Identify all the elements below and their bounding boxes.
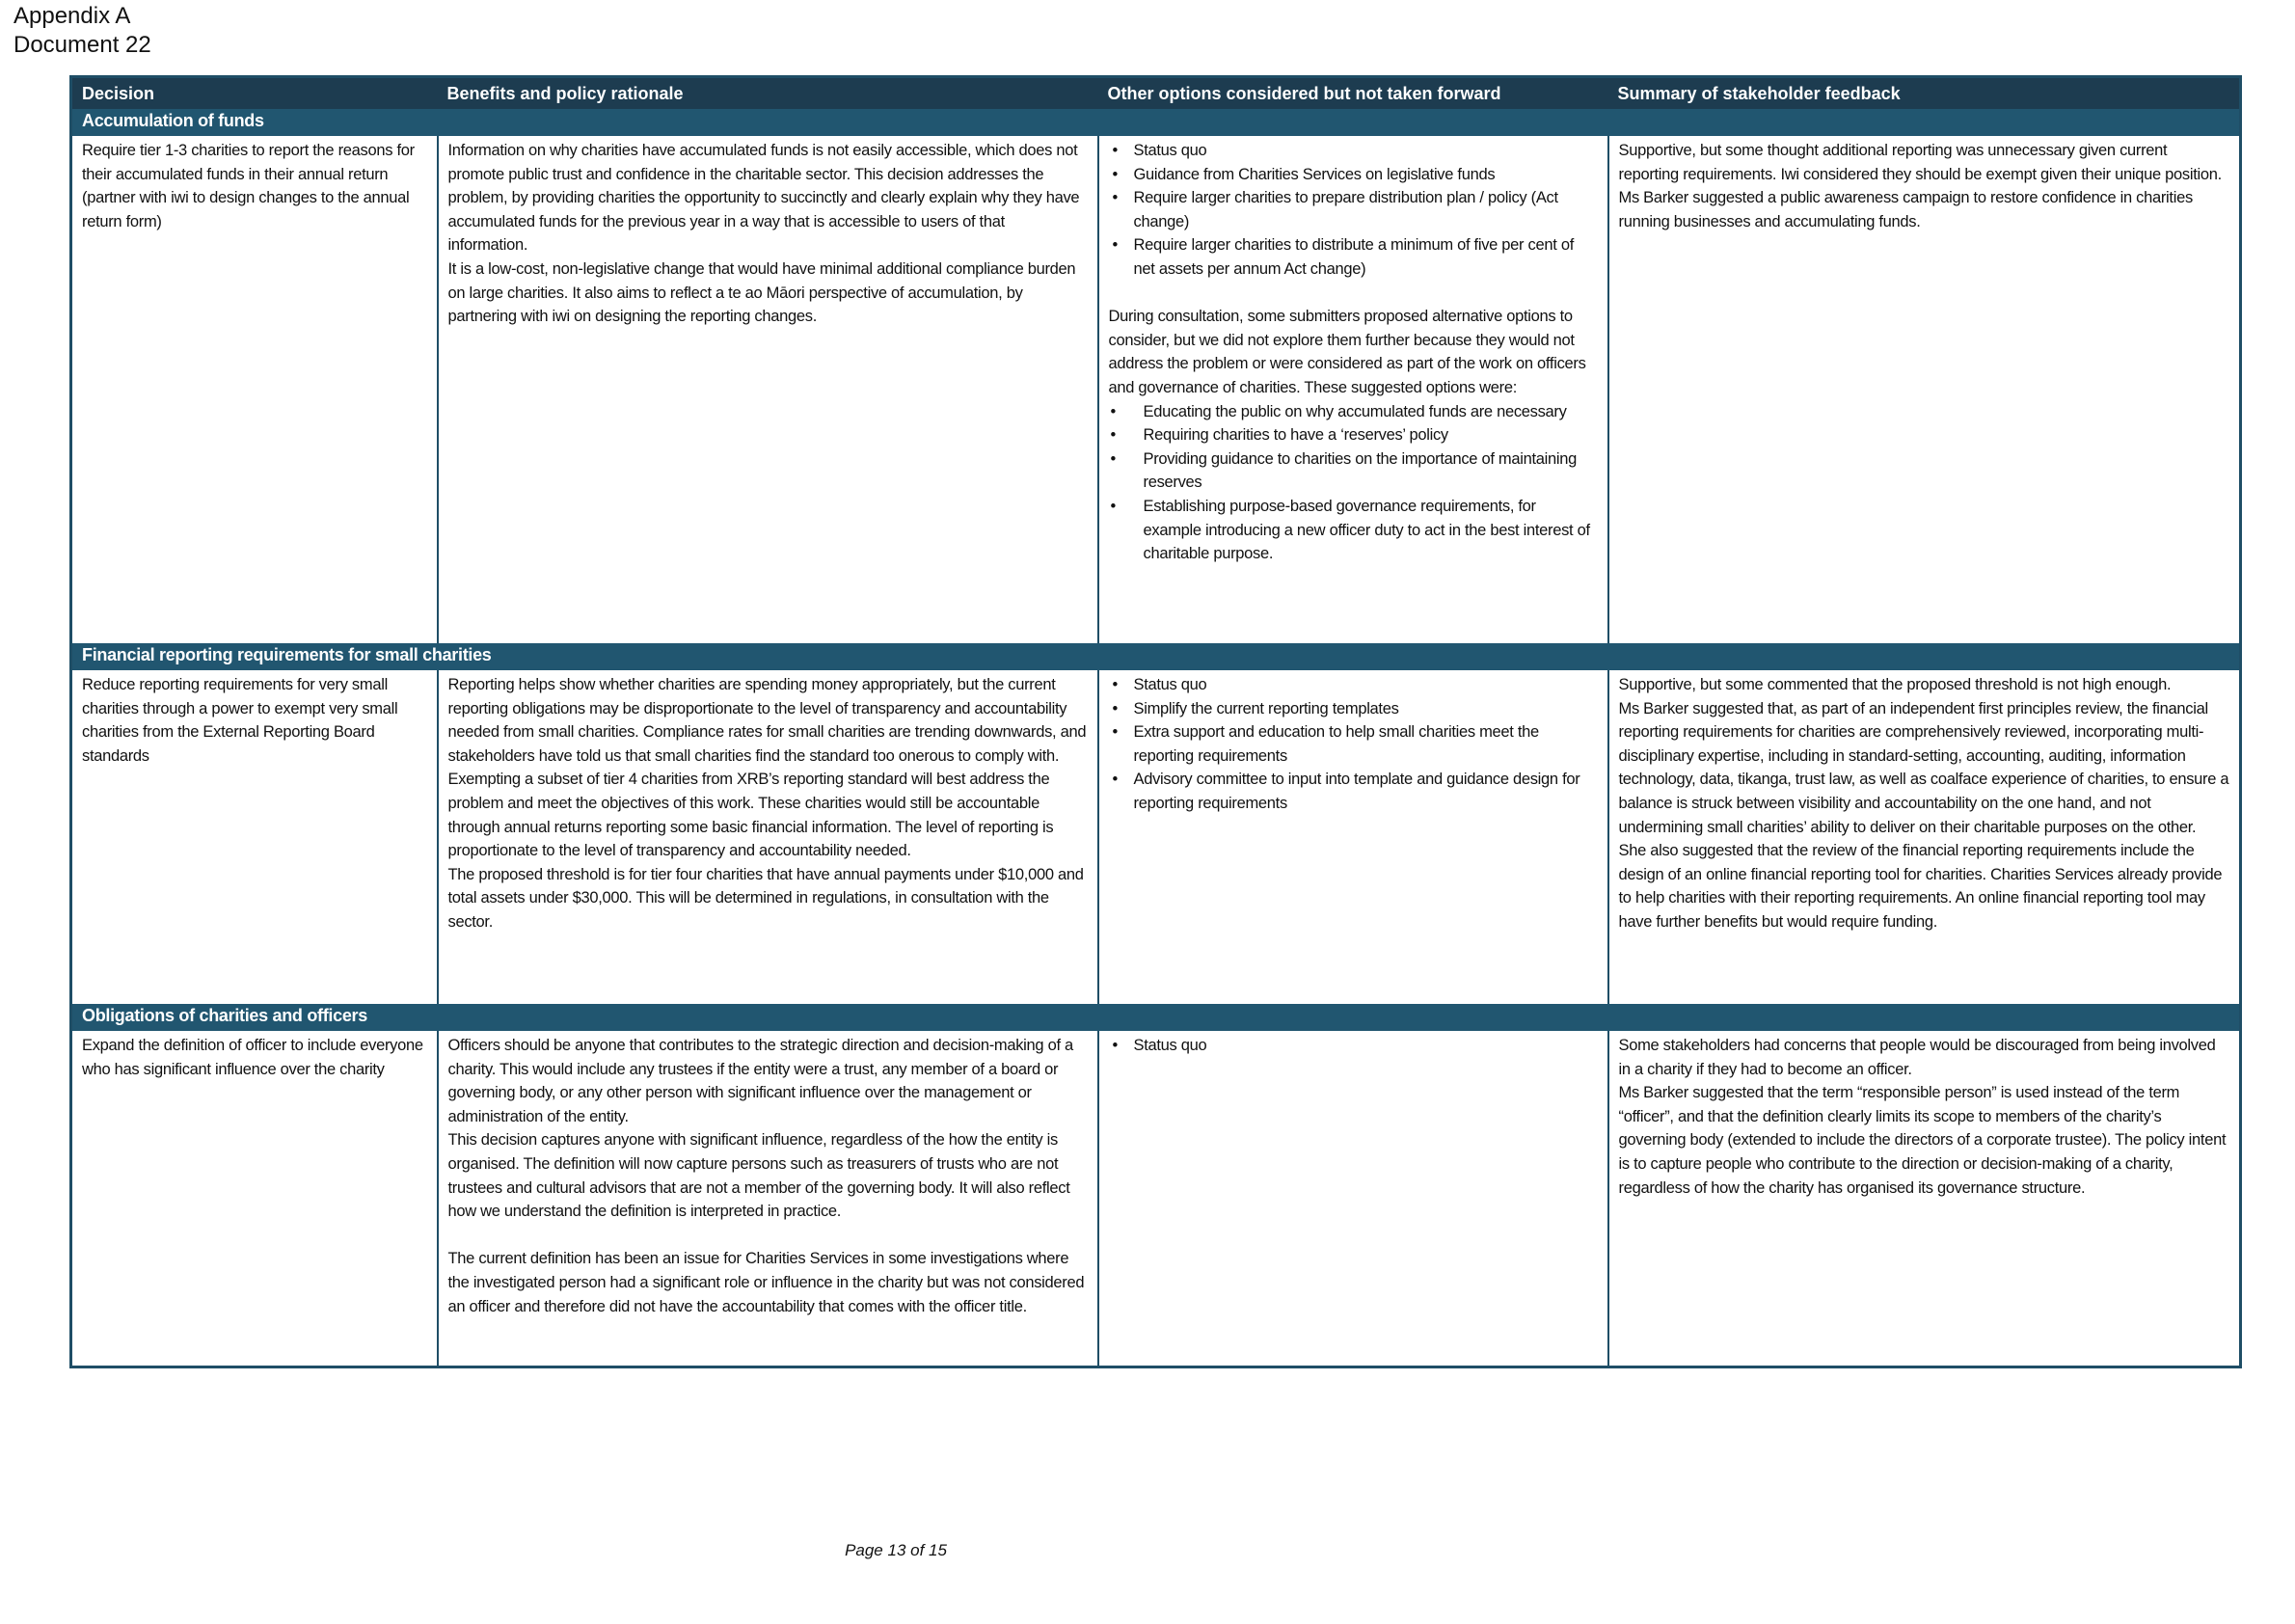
paragraph: Ms Barker suggested that, as part of an independent first principles review, the financial reporting requirements for charities are comprehensively reviewed, incorporating multi-disciplinary expertise, including in standard-setting, accounting, auditing, information technology, data, tikanga, trust law, as well as coalface experience of charities, to ensure a balance is struck between visibility and accountability on the one hand, and not undermining small charities’ ability to deliver on their charitable purposes on the other. <box>1618 699 2229 836</box>
section-header-row <box>71 109 2241 136</box>
feedback-cell <box>1608 1031 2241 1367</box>
paragraph: It is a low-cost, non-legislative change that would have minimal additional compliance burden on large charities. It also aims to reflect a te ao Māori perspective of accumulation, by partnering with iwi on designing the reporting changes. <box>447 259 1076 326</box>
page-number: Page 13 of 15 <box>845 1541 947 1559</box>
table-row <box>71 136 2241 643</box>
options-list <box>1109 673 1598 816</box>
list-item: • Status quo <box>1134 139 1598 163</box>
decision-table <box>69 75 2242 1368</box>
paragraph: Supportive, but some thought additional reporting was unnecessary given current reporting requirements. Iwi considered they should be exempt given their unique position. <box>1618 142 2222 183</box>
section-header-row <box>71 643 2241 670</box>
paragraph: She also suggested that the review of the financial reporting requirements include the design of an online financial reporting tool for charities. Charities Services already provide to help charities with their reporting requirements. An online financial reporting tool may have further benefits but would require funding. <box>1618 842 2223 931</box>
decision-cell: Require tier 1-3 charities to report the reasons for their accumulated funds in their annual return (partner with iwi to design changes to the annual return form) <box>71 136 438 643</box>
paragraph: During consultation, some submitters proposed alternative options to consider, but we did not explore them further because they would not address the problem or were considered as part of the work on officers and governance of charities. These suggested options were: <box>1108 308 1586 396</box>
list-item: • Simplify the current reporting templates <box>1134 697 1598 721</box>
column-header-decision: Decision <box>71 77 438 110</box>
list-item: • Advisory committee to input into template and guidance design for reporting requirements <box>1134 768 1598 815</box>
paragraph: Supportive, but some commented that the proposed threshold is not high enough. <box>1618 676 2172 693</box>
benefits-cell <box>438 670 1098 1004</box>
list-item: • Status quo <box>1134 673 1598 697</box>
paragraph: Exempting a subset of tier 4 charities from XRB’s reporting standard will best address the problem and meet the objectives of this work. These charities would still be accountable through annual returns reporting some basic financial information. The level of reporting is proportionate to the level of transparency and accountability needed. <box>447 771 1054 860</box>
options-cell <box>1098 136 1608 643</box>
paragraph: Some stakeholders had concerns that people would be discouraged from being involved in a charity if they had to become an officer. <box>1618 1037 2216 1078</box>
decision-cell: Reduce reporting requirements for very small charities through a power to exempt very small charities from the External Reporting Board standards <box>71 670 438 1004</box>
list-item: • Requiring charities to have a ‘reserves’ policy <box>1144 423 1598 447</box>
document-label <box>14 2 151 60</box>
column-header-feedback: Summary of stakeholder feedback <box>1608 77 2241 110</box>
feedback-cell <box>1608 670 2241 1004</box>
list-item: • Guidance from Charities Services on legislative funds <box>1134 163 1598 187</box>
paragraph: Officers should be anyone that contributes to the strategic direction and decision-making of a charity. This would include any trustees if the entity were a trust, any member of a board or governing body, or any other person with significant influence over the management or administration of the entity. <box>447 1037 1073 1125</box>
decision-cell: Expand the definition of officer to include everyone who has significant influence over the charity <box>71 1031 438 1367</box>
benefits-cell <box>438 1031 1098 1367</box>
options-cell <box>1098 1031 1608 1367</box>
feedback-cell <box>1608 136 2241 643</box>
section-title: Accumulation of funds <box>71 109 2241 136</box>
section-title: Financial reporting requirements for small charities <box>71 643 2241 670</box>
table-row <box>71 1031 2241 1367</box>
section-title: Obligations of charities and officers <box>71 1004 2241 1031</box>
paragraph: Information on why charities have accumulated funds is not easily accessible, which does not promote public trust and confidence in the charitable sector. This decision addresses the problem, by providing charities the opportunity to succinctly and clearly explain why they have accumulated funds for the previous year in a way that is accessible to users of that information. <box>447 142 1080 255</box>
appendix-label: Appendix A <box>14 3 131 29</box>
list-item: • Status quo <box>1134 1034 1598 1058</box>
table-header-row <box>71 77 2241 110</box>
benefits-cell <box>438 136 1098 643</box>
list-item: • Educating the public on why accumulated funds are necessary <box>1144 400 1598 424</box>
options-list <box>1109 139 1598 282</box>
paragraph: The proposed threshold is for tier four charities that have annual payments under $10,000 and total assets under $30,000. This will be determined in regulations, in consultation with the sector. <box>447 865 1084 931</box>
paragraph: Ms Barker suggested that the term “responsible person” is used instead of the term “officer”, and that the definition clearly limits its scope to members of the charity’s governing body (extended to include the directors of a corporate trustee). The policy intent is to capture people who contribute to the direction or decision-making of a charity, regardless of how the charity has organised its governance structure. <box>1618 1084 2227 1197</box>
options-list <box>1109 1034 1598 1058</box>
column-header-benefits: Benefits and policy rationale <box>438 77 1098 110</box>
table-row <box>71 670 2241 1004</box>
paragraph: Reporting helps show whether charities are spending money appropriately, but the current reporting obligations may be disproportionate to the level of transparency and accountability needed from small charities. Compliance rates for small charities are trending downwards, and stakeholders have told us that small charities find the standard too onerous to comply with. <box>447 676 1087 765</box>
paragraph: Ms Barker suggested a public awareness campaign to restore confidence in charities running businesses and accumulating funds. <box>1618 189 2193 230</box>
paragraph: The current definition has been an issue for Charities Services in some investigations where the investigated person had a significant role or influence in the charity but was not considered an officer and therefore did not have the accountability that comes with the officer title. <box>447 1250 1085 1315</box>
options-cell <box>1098 670 1608 1004</box>
document-number-label: Document 22 <box>14 32 151 58</box>
paragraph: This decision captures anyone with significant influence, regardless of the how the entity is organised. The definition will now capture persons such as treasurers of trusts who are not trustees and cultural advisors that are not a member of the governing body. It will also reflect how we understand the definition is interpreted in practice. <box>447 1131 1070 1221</box>
list-item: • Extra support and education to help small charities meet the reporting requirements <box>1134 720 1598 768</box>
section-header-row <box>71 1004 2241 1031</box>
suggested-options-list <box>1109 400 1598 566</box>
list-item: • Providing guidance to charities on the importance of maintaining reserves <box>1144 447 1598 495</box>
list-item: • Require larger charities to prepare distribution plan / policy (Act change) <box>1134 186 1598 233</box>
list-item: • Require larger charities to distribute a minimum of five per cent of net assets per annum Act change) <box>1134 233 1598 281</box>
list-item: • Establishing purpose-based governance requirements, for example introducing a new officer duty to act in the best interest of charitable purpose. <box>1144 495 1598 566</box>
column-header-options: Other options considered but not taken forward <box>1098 77 1608 110</box>
